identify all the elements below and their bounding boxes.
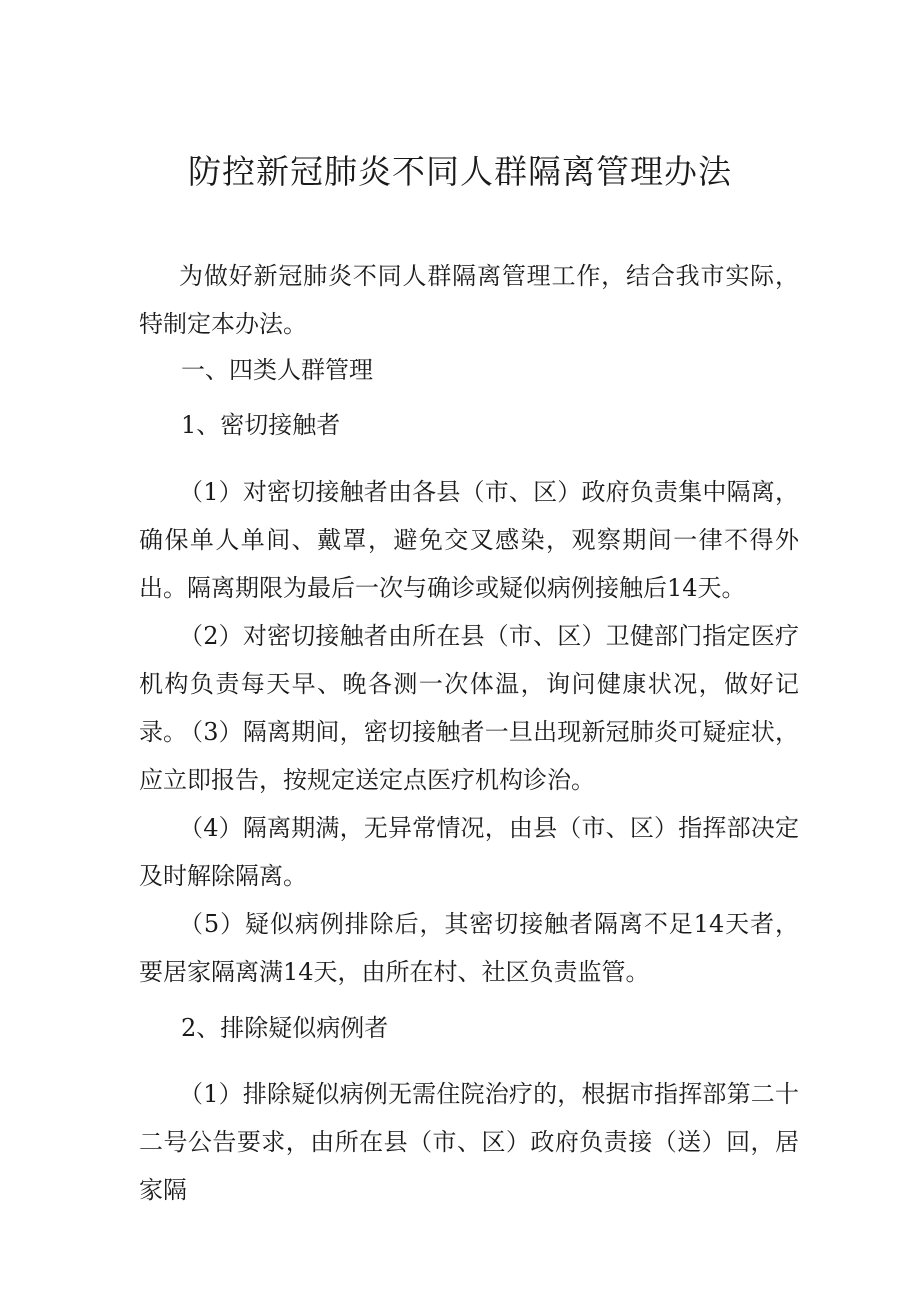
subsection-heading-close-contacts: 1、密切接触者 [181,411,341,439]
close-contact-item-4: （4）隔离期满，无异常情况，由县（市、区）指挥部决定及时解除隔离。 [139,814,799,890]
section-heading-four-groups: 一、四类人群管理 [181,356,373,384]
close-contact-item-1: （1）对密切接触者由各县（市、区）政府负责集中隔离，确保单人单间、戴罩，避免交叉感染，观察期间一律不得外出。隔离期限为最后一次与确诊或疑似病例接触后14天。 [139,478,799,602]
subsection-heading-excluded-suspects: 2、排除疑似病例者 [181,1014,389,1042]
close-contact-item-5: （5）疑似病例排除后，其密切接触者隔离不足14天者，要居家隔离满14天，由所在村、社区负责监管。 [139,910,799,986]
intro-paragraph: 为做好新冠肺炎不同人群隔离管理工作，结合我市实际，特制定本办法。 [139,262,799,338]
excluded-suspect-item-1: （1）排除疑似病例无需住院治疗的，根据市指挥部第二十二号公告要求，由所在县（市、区）政府负责接（送）回，居家隔 [139,1080,799,1204]
document-title: 防控新冠肺炎不同人群隔离管理办法 [188,152,732,191]
close-contact-item-3: （3）隔离期间，密切接触者一旦出现新冠肺炎可疑症状，应立即报告，按规定送定点医疗机构诊治。 [139,718,799,794]
close-contact-item-2: （2）对密切接触者由所在县（市、区）卫健部门指定医疗机构负责每天早、晚各测一次体温，询问健康状况，做好记录。 [139,622,799,746]
